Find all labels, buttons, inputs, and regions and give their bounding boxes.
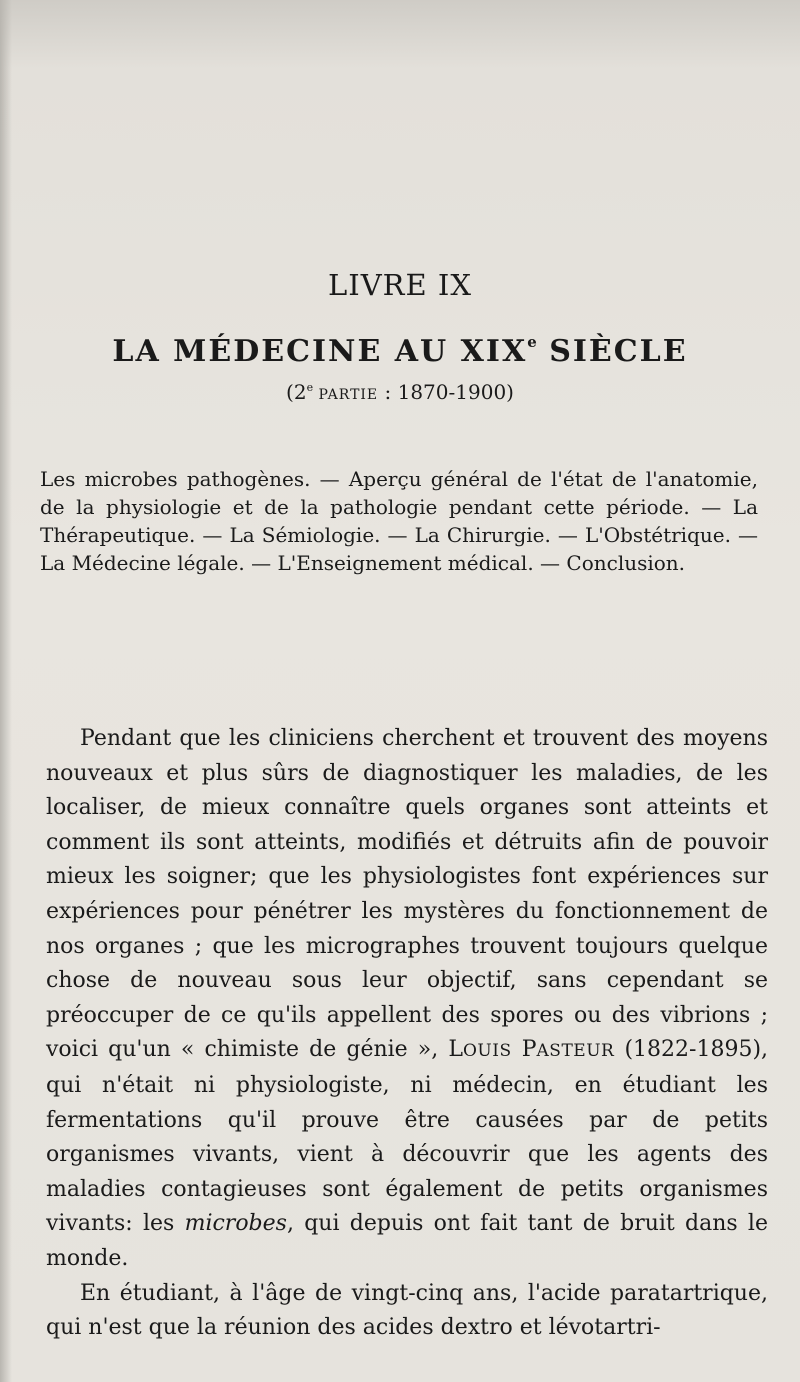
paragraph-1-part-3: , qui depuis ont fait tant de bruit dans le monde. (46, 1211, 768, 1271)
name-pasteur-initial: P (511, 1037, 537, 1063)
chapter-title-superscript: e (527, 333, 537, 351)
paragraph-1 (46, 722, 768, 1277)
subtitle-open: (2 (286, 380, 307, 404)
chapter-title-end: SIÈCLE (536, 334, 688, 369)
name-pasteur-rest: ASTEUR (536, 1041, 615, 1062)
page-edge-shadow (0, 0, 12, 1382)
subtitle-dates: : 1870-1900) (378, 380, 514, 404)
book-title: LIVRE IX (328, 268, 472, 302)
paragraph-2: En étudiant, à l'âge de vingt-cinq ans, l'acide paratartrique, qui n'est que la réunion des acides dextro et lévotartri- (46, 1280, 768, 1341)
chapter-subtitle (0, 380, 800, 404)
paragraph-1-part-2: (1822-1895), qui n'était ni physiologiste, ni médecin, en étudiant les fermentations qu'il prouve être causées par de petits organismes vivants, vient à découvrir que les agents des maladies contagieuses sont également de petits organismes vivants: les (46, 1037, 769, 1237)
subtitle-label: PARTIE (313, 387, 379, 403)
name-louis-rest: OUIS (462, 1041, 512, 1062)
chapter-title-main: LA MÉDECINE AU XIX (112, 334, 528, 369)
subtitle-superscript: e (306, 381, 314, 394)
chapter-title (0, 333, 800, 369)
chapter-summary: Les microbes pathogènes. — Aperçu général de l'état de l'anatomie, de la physiologie et de la pathologie pendant cette période. — La Thérapeutique. — La Sémiologie. — La Chirurgie. — L'Obstétrique. — La Médecine légale. — L'Enseignement médical. — Conclusion. (40, 467, 758, 575)
name-louis-initial: L (448, 1037, 463, 1063)
emphasis-microbes: microbes (184, 1211, 287, 1237)
paragraph-1-part-1: Pendant que les cliniciens cherchent et trouvent des moyens nouveaux et plus sûrs de diagnostiquer les maladies, de les localiser, de mieux connaître quels organes sont atteints et comment ils sont atteints, modifiés et détruits afin de pouvoir mieux les soigner; que les physiologistes font expériences sur expériences pour pénétrer les mystères du fonctionnement de nos organes ; que les micrographes trouvent toujours quelque chose de nouveau sous leur objectif, sans cependant se préoccuper de ce qu'ils appellent des spores ou des vibrions ; voici qu'un « chimiste de génie », (46, 726, 768, 1063)
body-text (46, 722, 768, 1346)
